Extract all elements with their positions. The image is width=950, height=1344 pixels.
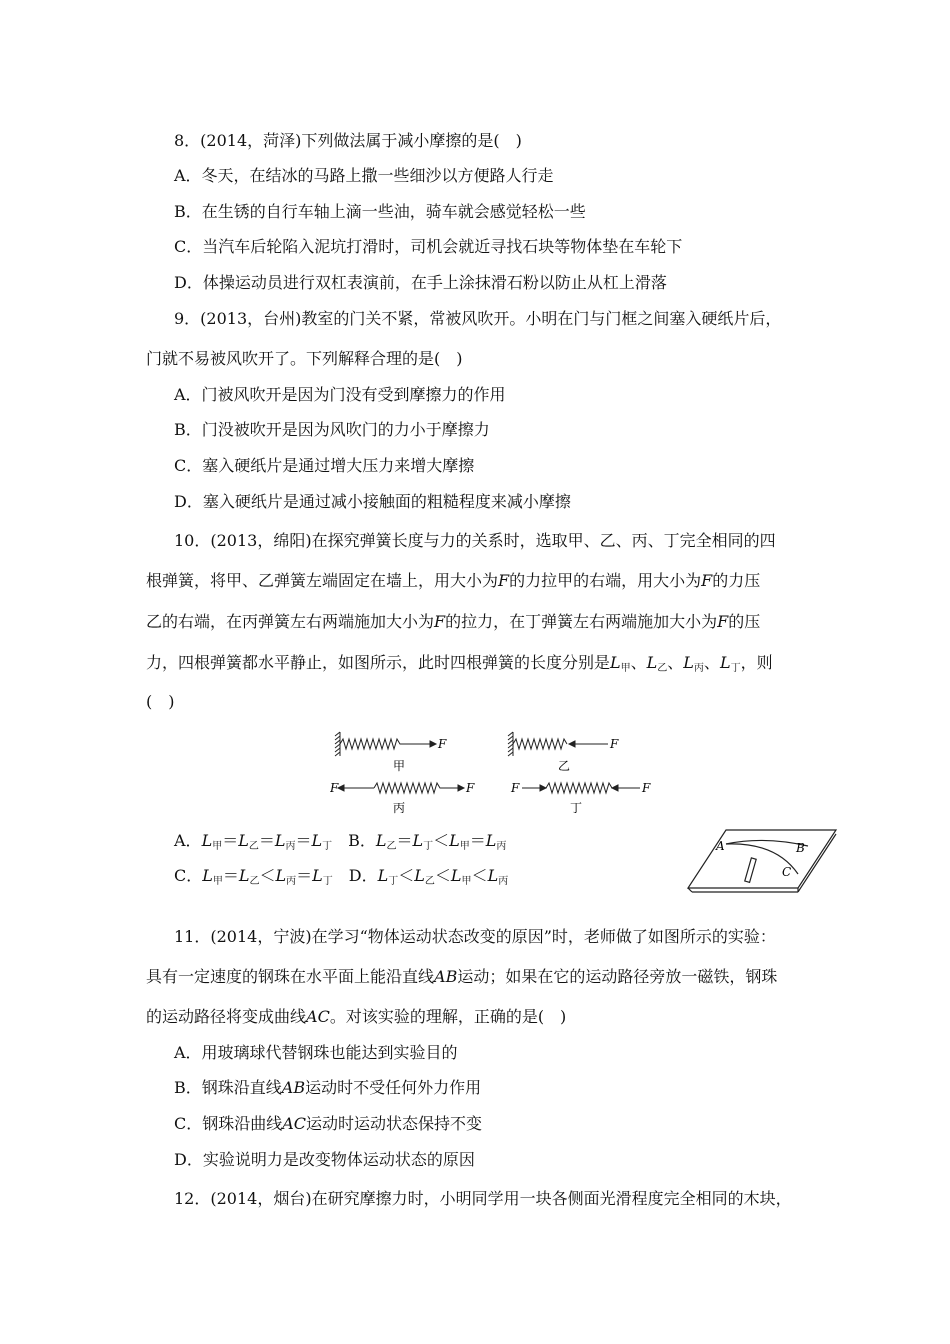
q11-stem-line3: 的运动路径将变成曲线AC。对该实验的理解，正确的是( ) xyxy=(146,1007,567,1026)
spring-figure xyxy=(330,728,660,818)
q8-stem: 8．(2014，菏泽)下列做法属于减小摩擦的是( ) xyxy=(174,131,522,150)
q11-option-c: C．钢珠沿曲线AC运动时运动状态保持不变 xyxy=(174,1114,483,1133)
label-f-yi: F xyxy=(610,737,619,751)
label-b: B xyxy=(796,841,805,855)
q11-option-b: B．钢珠沿直线AB运动时不受任何外力作用 xyxy=(174,1078,482,1097)
q9-option-b: B．门没被吹开是因为风吹门的力小于摩擦力 xyxy=(174,420,490,439)
spring-ding xyxy=(546,783,618,793)
q11-option-a: A．用玻璃球代替钢珠也能达到实验目的 xyxy=(174,1043,458,1062)
q9-option-c: C．塞入硬纸片是通过增大压力来增大摩擦 xyxy=(174,456,475,475)
q10-stem-line2: 根弹簧，将甲、乙弹簧左端固定在墙上，用大小为F的力拉甲的右端，用大小为F的力压 xyxy=(146,571,761,590)
q10-answer-paren: ( ) xyxy=(146,692,175,711)
q11-stem-line1: 11．(2014，宁波)在学习“物体运动状态改变的原因”时，老师做了如图所示的实验： xyxy=(174,927,776,946)
label-jia: 甲 xyxy=(393,759,406,773)
label-c: C xyxy=(782,865,792,879)
q9-stem-line2: 门就不易被风吹开了。下列解释合理的是( ) xyxy=(146,349,463,368)
label-yi: 乙 xyxy=(558,759,571,773)
q8-option-b: B．在生锈的自行车轴上滴一些油，骑车就会感觉轻松一些 xyxy=(174,202,586,221)
q9-option-a: A．门被风吹开是因为门没有受到摩擦力的作用 xyxy=(174,385,506,404)
label-a: A xyxy=(716,839,725,853)
q9-stem-line1: 9．(2013，台州)教室的门关不紧，常被风吹开。小明在门与门框之间塞入硬纸片后， xyxy=(174,309,782,328)
q10-stem-line1: 10．(2013，绵阳)在探究弹簧长度与力的关系时，选取甲、乙、丙、丁完全相同的四 xyxy=(174,531,776,550)
spring-yi xyxy=(513,739,567,749)
spring-bing xyxy=(374,783,458,793)
q10-options-ab: A．$L_甲=L_乙=L_丙=L_丁$ B．$L_乙=L_丁<L_甲=L_丙$ xyxy=(174,831,507,852)
label-bing: 丙 xyxy=(393,801,406,815)
label-f-ding-left: F xyxy=(511,781,520,795)
q8-option-d: D．体操运动员进行双杠表演前，在手上涂抹滑石粉以防止从杠上滑落 xyxy=(174,273,667,292)
q10-options-cd: C．$L_甲=L_乙<L_丙=L_丁$ D．$L_丁<L_乙<L_甲<L_丙$ xyxy=(174,866,509,887)
magnet-figure xyxy=(686,828,838,894)
q9-option-d: D．塞入硬纸片是通过减小接触面的粗糙程度来减小摩擦 xyxy=(174,492,571,511)
spring-jia xyxy=(340,739,415,749)
q8-option-a: A．冬天，在结冰的马路上撒一些细沙以方便路人行走 xyxy=(174,166,554,185)
label-f-bing-left: F xyxy=(330,781,339,795)
label-f-bing-right: F xyxy=(466,781,475,795)
q11-stem-line2: 具有一定速度的钢珠在水平面上能沿直线AB运动；如果在它的运动路径旁放一磁铁，钢珠 xyxy=(146,967,778,986)
q11-option-d: D．实验说明力是改变物体运动状态的原因 xyxy=(174,1150,475,1169)
magnet xyxy=(745,858,756,882)
q8-option-c: C．当汽车后轮陷入泥坑打滑时，司机会就近寻找石块等物体垫在车轮下 xyxy=(174,237,683,256)
q10-stem-line3: 乙的右端，在丙弹簧左右两端施加大小为F的拉力，在丁弹簧左右两端施加大小为F的压 xyxy=(146,612,761,631)
label-f-ding-right: F xyxy=(642,781,651,795)
label-ding: 丁 xyxy=(570,801,583,815)
q10-stem-line4: 力，四根弹簧都水平静止，如图所示，此时四根弹簧的长度分别是$L_甲$、$L_乙$、$L_丙$、$L_丁$，则 xyxy=(146,653,773,674)
label-f-jia: F xyxy=(438,737,447,751)
q12-stem-line1: 12．(2014，烟台)在研究摩擦力时，小明同学用一块各侧面光滑程度完全相同的木块， xyxy=(174,1189,792,1208)
